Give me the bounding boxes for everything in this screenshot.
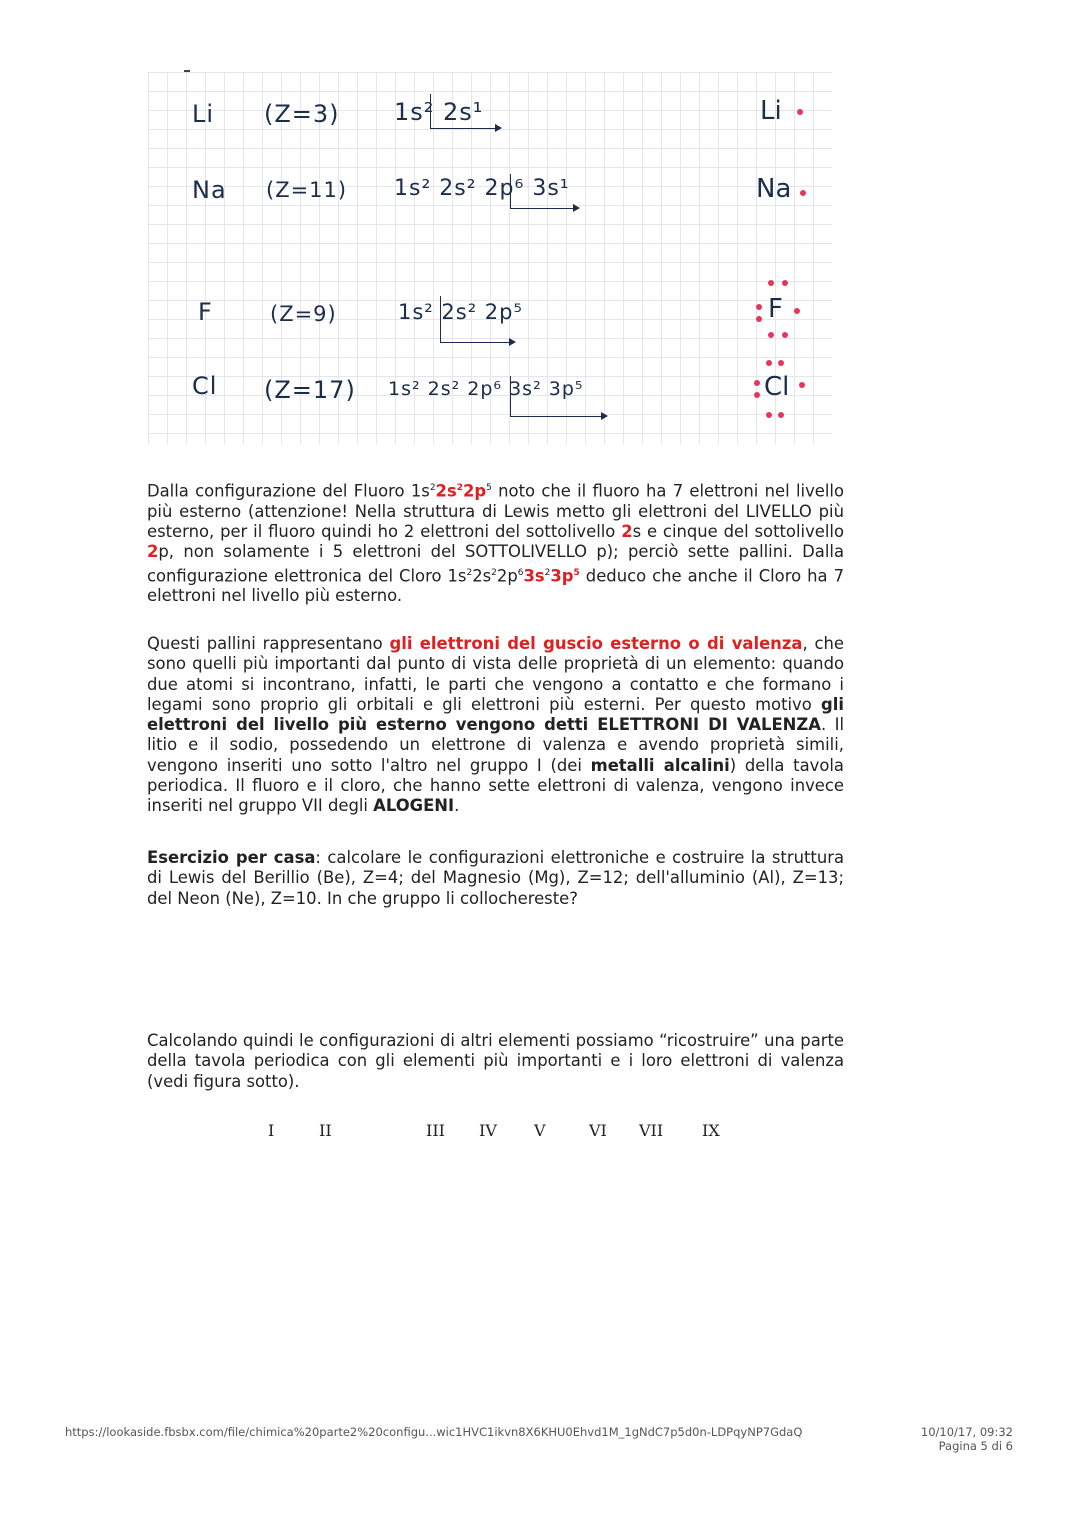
note-na-arrow <box>510 208 578 209</box>
lewis-cl-dot-2 <box>778 360 784 366</box>
lewis-f: F <box>768 294 783 324</box>
note-na-symbol: Na <box>192 176 227 204</box>
lewis-cl-dot-3 <box>754 380 760 386</box>
handwritten-notes-grid <box>148 72 832 444</box>
note-f-arrow <box>440 342 514 343</box>
paragraph-valence: Questi pallini rappresentano gli elettroni del guscio esterno o di valenza, che sono quelli più importanti dal punto di vista delle proprietà di un elemento: quando due atomi si incontrano, infatti, le parti che vengono a contatto e che formano i legami sono proprio gli orbitali e gli elettroni più esterni. Per questo motivo gli elettroni del livello più esterno vengono detti ELETTRONI DI VALENZA. Il litio e il sodio, possedendo un elettrone di valenza e avendo proprietà simili, vengono inseriti uno sotto l'altro nel gruppo I (dei metalli alcalini) della tavola periodica. Il fluoro e il cloro, che hanno sette elettroni di valenza, vengono invece inseriti nel gruppo VII degli ALOGENI. <box>147 634 845 816</box>
lewis-f-dot-1 <box>768 280 774 286</box>
lewis-na: Na <box>756 174 792 204</box>
group-label-9: IX <box>702 1121 720 1140</box>
group-label-1: I <box>268 1121 275 1140</box>
footer-date-page <box>921 1425 1013 1453</box>
group-label-4: IV <box>479 1121 497 1140</box>
lewis-f-dot-5 <box>768 332 774 338</box>
note-na-config: 1s² 2s² 2p⁶ 3s¹ <box>394 176 570 201</box>
lewis-f-dot-6 <box>782 332 788 338</box>
note-f-config: 1s² 2s² 2p⁵ <box>398 300 523 324</box>
lewis-cl-dot-6 <box>778 412 784 418</box>
note-cl-z: (Z=17) <box>264 376 356 404</box>
footer-url: https://lookaside.fbsbx.com/file/chimica%20parte2%20configu...wic1HVC1ikvn8X6KHU0Ehvd1M_1gNdC7p5d0n-LDPqyNP7GdaQ <box>65 1425 803 1439</box>
paragraph-exercise: Esercizio per casa: calcolare le configurazioni elettroniche e costruire la struttura di Lewis del Berillio (Be), Z=4; del Magnesio (Mg), Z=12; dell'alluminio (Al), Z=13; del Neon (Ne), Z=10. In che gruppo li collochereste? <box>147 848 844 908</box>
note-li-z: (Z=3) <box>264 100 340 128</box>
lewis-cl-dot-7 <box>799 382 805 388</box>
lewis-f-dot-4 <box>756 316 762 322</box>
lewis-li: Li <box>760 96 782 126</box>
lewis-cl: Cl <box>764 372 790 402</box>
note-f-z: (Z=9) <box>270 302 337 326</box>
group-label-7: VII <box>639 1121 664 1140</box>
lewis-f-dot-2 <box>782 280 788 286</box>
note-cl-symbol: Cl <box>192 372 218 400</box>
footer-page-number: Pagina 5 di 6 <box>938 1439 1013 1453</box>
note-cl-bar <box>510 376 511 416</box>
note-f-bar <box>440 296 441 342</box>
lewis-na-dot <box>800 190 806 196</box>
group-label-5: V <box>534 1121 546 1140</box>
lewis-f-dot-7 <box>794 308 800 314</box>
lewis-cl-dot-4 <box>754 392 760 398</box>
note-li-symbol: Li <box>192 100 215 128</box>
lewis-li-dot <box>797 109 803 115</box>
note-li-bar <box>430 94 431 128</box>
lewis-f-dot-3 <box>756 304 762 310</box>
note-na-z: (Z=11) <box>266 178 348 202</box>
exercise-label: Esercizio per casa <box>147 848 316 867</box>
note-f-symbol: F <box>198 298 213 326</box>
lewis-cl-dot-5 <box>766 412 772 418</box>
lewis-cl-dot-1 <box>766 360 772 366</box>
note-li-arrow <box>430 128 500 129</box>
group-label-3: III <box>426 1121 445 1140</box>
note-li-config: 1s² 2s¹ <box>394 98 484 126</box>
note-na-bar <box>510 174 511 208</box>
paragraph-periodic-table: Calcolando quindi le configurazioni di altri elementi possiamo “ricostruire” una parte della tavola periodica con gli elementi più importanti e i loro elettroni di valenza (vedi figura sotto). <box>147 1031 844 1091</box>
note-cl-config: 1s² 2s² 2p⁶ 3s² 3p⁵ <box>388 378 584 400</box>
group-label-6: VI <box>589 1121 607 1140</box>
group-label-2: II <box>319 1121 332 1140</box>
paragraph-fluorine: Dalla configurazione del Fluoro $1s^22s^22p^5$ noto che il fluoro ha 7 elettroni nel livello più esterno (attenzione! Nella struttura di Lewis metto gli elettroni del LIVELLO più esterno, per il fluoro quindi ho 2 elettroni del sottolivello 2s e cinque del sottolivello 2p, non solamente i 5 elettroni del SOTTOLIVELLO p); perciò sette pallini. Dalla configurazione elettronica del Cloro $1s^22s^22p^63s^23p^5$ deduco che anche il Cloro ha 7 elettroni nel livello più esterno. <box>147 481 845 606</box>
note-cl-arrow <box>510 416 606 417</box>
footer-date: 10/10/17, 09:32 <box>920 1425 1013 1439</box>
